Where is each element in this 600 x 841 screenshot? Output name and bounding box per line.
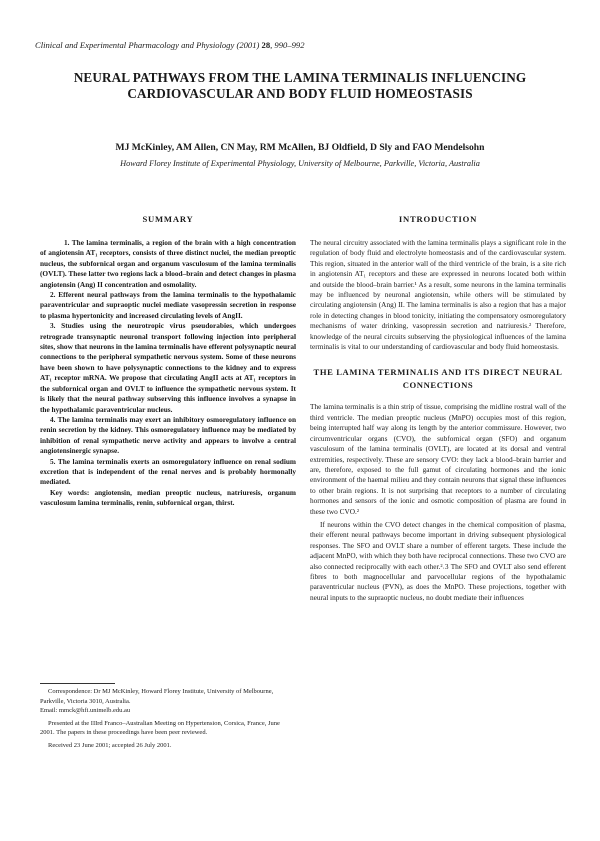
- summary-paragraph-5: 5. The lamina terminalis exerts an osmoregulatory influence on renal sodium excretion that is independent of the renal nerves and is probably hormonally mediated.: [40, 456, 296, 487]
- journal-name: Clinical and Experimental Pharmacology and Physiology: [35, 40, 235, 50]
- summary-paragraph-3: 3. Studies using the neurotropic virus pseudorabies, which undergoes retrograde transynaptic neuronal transport following injection into peripheral sites, show that neurons in the lamina terminalis have efferent polysynaptic neural connections to the peripheral sympathetic nervous system. Some of these neurons have been shown to have polysynaptic connections to the kidney and to express AT₁ receptor mRNA. We propose that circulating AngII acts at AT₁ receptors in the subfornical organ and OVLT to influence the sympathetic nervous system. It is likely that the neural pathway subserving this influence involves a synapse in the hypothalamic paraventricular nucleus.: [40, 321, 296, 414]
- footnote-divider: [40, 683, 115, 684]
- lamina-paragraph-1: The lamina terminalis is a thin strip of tissue, comprising the midline rostral wall of the third ventricle. The median preoptic nucleus (MnPO) occupies most of this region, being interrupted half way along its length by the anterior commissure. However, two circumventricular organs (CVO), the subfornical organ (SFO) and organum vasculosum of the lamina terminalis (OVLT), are located at its dorsal and ventral extremities, respectively. These are sensory CVO: they lack a blood–brain barrier and are, therefore, exposed to the full gamut of circulating hormones and the ionic environment of the haemal milieu and they contain neurons that signal these influences to other brain regions. It is not surprising that receptors to a number of circulating hormones and sensors of the ionic and osmotic composition of plasma are found in these two CVO.²: [310, 402, 566, 516]
- introduction-heading: INTRODUCTION: [398, 214, 478, 224]
- running-header: [35, 40, 305, 50]
- summary-paragraph-1: 1. The lamina terminalis, a region of the brain with a high concentration of angiotensin AT₁ receptors, consists of three distinct nuclei, the median preoptic nucleus, the subfornical organ and organum vasculosum of the lamina terminalis (OVLT). These latter two regions lack a blood–brain and detect changes in plasma angiotensin (Ang) II concentration and osmolality.: [40, 238, 296, 289]
- footnote-received: Received 23 June 2001; accepted 26 July 2001.: [48, 741, 172, 749]
- lamina-section-heading: THE LAMINA TERMINALIS AND ITS DIRECT NEURAL CONNECTIONS: [313, 367, 563, 391]
- author-list: MJ McKinley, AM Allen, CN May, RM McAllen, BJ Oldfield, D Sly and FAO Mendelsohn: [115, 142, 485, 153]
- introduction-paragraph: The neural circuitry associated with the lamina terminalis plays a significant role in the regulation of body fluid and electrolyte homeostasis and of the cardiovascular system. This region, situated in the anterior wall of the third ventricle of the brain, is a site rich in angiotensin AT₁ receptors and these are expressed in neurons located both within and outside the blood–brain barrier.¹ As a result, some neurons in the lamina terminalis may be influenced by neuronal angiotensin, while others will be stimulated by circulating angiotensin (Ang) II. The lamina terminalis is also a region that has a major role in detecting changes in blood tonicity, initiating the compensatory osmoregulatory mechanisms of water drinking, vasopressin secretion and natriuresis.² Therefore, knowledge of the neural circuits subserving the physiological influences of the lamina terminalis is vital to our understanding of cardiovascular and body fluid homeostasis.: [310, 238, 566, 352]
- lamina-paragraph-2: If neurons within the CVO detect changes in the chemical composition of plasma, their efferent neural pathways become important in driving subsequent physiological responses. The SFO and OVLT share a number of efferent targets. These include the adjacent MnPO, with which they both have reciprocal connections. These two CVO are also connected reciprocally with each other.²˒3 The SFO and OVLT also send efferent fibres to both magnocellular and parvocellular regions of the hypothalamic paraventricular nucleus (PVN), as does the MnPO. These projections, together with neural inputs to the supraoptic nucleus, no doubt mediate their influences: [310, 519, 566, 602]
- article-title: NEURAL PATHWAYS FROM THE LAMINA TERMINALIS INFLUENCING CARDIOVASCULAR AND BODY FLUID HOMEOSTASIS: [73, 70, 527, 101]
- footnote-correspondence: Correspondence: Dr MJ McKinley, Howard Florey Institute, University of Melbourne, Parkville, Victoria 3010, Australia.: [40, 688, 274, 705]
- journal-volume: 28: [261, 40, 271, 50]
- left-column: [40, 214, 296, 509]
- footnote-presented: Presented at the IIIrd Franco–Australian Meeting on Hypertension, Corsica, France, June 2001. The papers in these proceedings have been peer reviewed.: [40, 719, 280, 737]
- journal-pages: , 990–992: [270, 40, 305, 50]
- affiliation: Howard Florey Institute of Experimental Physiology, University of Melbourne, Parkville, Victoria, Australia: [120, 159, 480, 168]
- footnotes: [40, 687, 296, 751]
- footnote-email: Email: mmck@hfi.unimelb.edu.au: [40, 707, 131, 715]
- key-words: Key words: angiotensin, median preoptic nucleus, natriuresis, organum vasculosum lamina terminalis, renin, subfornical organ, thirst.: [40, 487, 296, 508]
- summary-heading: SUMMARY: [142, 214, 194, 224]
- right-column: [310, 214, 566, 603]
- summary-paragraph-4: 4. The lamina terminalis may exert an inhibitory osmoregulatory influence on renin secretion by the kidney. This osmoregulatory influence may be mediated by inhibition of renal sympathetic nerve activity and appears to involve a central angiotensinergic synapse.: [40, 414, 296, 456]
- summary-paragraph-2: 2. Efferent neural pathways from the lamina terminalis to the hypothalamic paraventricular and supraoptic nuclei mediate vasopressin secretion in response to plasma hypertonicity and increased circulating levels of AngII.: [40, 290, 296, 320]
- journal-year: (2001): [236, 40, 260, 50]
